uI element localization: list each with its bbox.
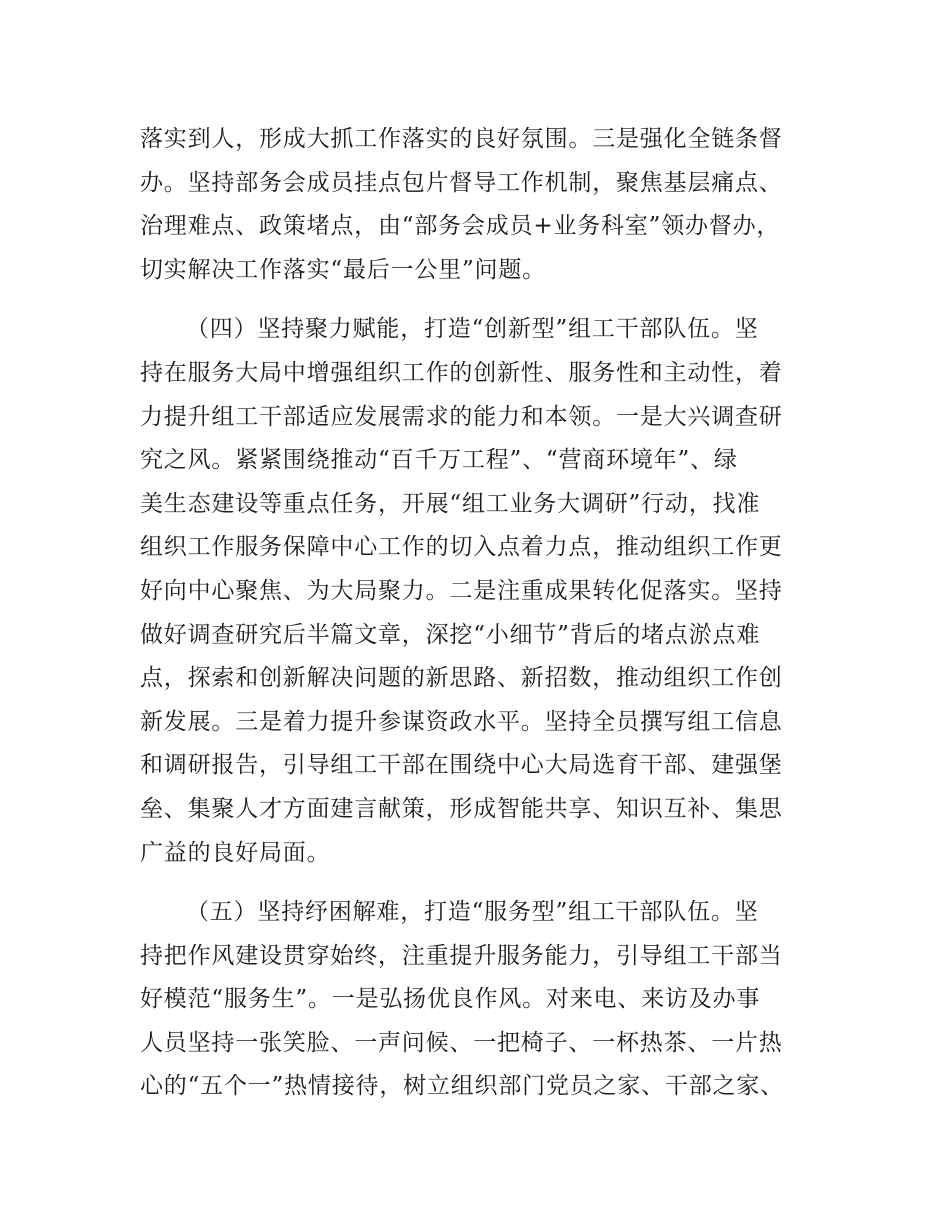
text-line: 垒、集聚人才方面建言献策，形成智能共享、知识互补、集思 [140,795,783,822]
text-line: 和调研报告，引导组工干部在围绕中心大局选育干部、建强堡 [140,752,783,779]
text-line: 组织工作服务保障中心工作的切入点着力点，推动组织工作更 [140,534,783,561]
text-line: 好向中心聚焦、为大局聚力。二是注重成果转化促落实。坚持 [140,577,783,604]
text-line: 落实到人，形成大抓工作落实的良好氛围。三是强化全链条督 [140,126,783,152]
document-body [140,118,840,1109]
text-line: 究之风。紧紧围绕推动“百千万工程”、“营商环境年”、绿 [140,447,738,474]
text-line: 切实解决工作落实“最后一公里”问题。 [140,256,546,283]
text-line: 心的“五个一”热情接待，树立组织部门党员之家、干部之家、 [140,1073,784,1100]
text-line: 点，探索和创新解决问题的新思路、新招数，推动组织工作创 [140,665,783,692]
text-line: 力提升组工干部适应发展需求的能力和本领。一是大兴调查研 [140,403,783,430]
paragraph-continuation [140,118,840,292]
text-line: 好模范“服务生”。一是弘扬优良作风。对来电、来访及办事 [140,986,761,1013]
text-line-first: （五）坚持纾困解难，打造“服务型”组工干部队伍。坚 [186,899,759,926]
text-line: 美生态建设等重点任务，开展“组工业务大调研”行动，找准 [140,490,761,517]
text-line: 做好调查研究后半篇文章，深挖“小细节”背后的堵点淤点难 [140,621,761,648]
text-line-first: （四）坚持聚力赋能，打造“创新型”组工干部队伍。坚 [186,316,759,343]
text-line: 办。坚持部务会成员挂点包片督导工作机制，聚焦基层痛点、 [140,169,783,196]
text-line: 广益的良好局面。 [140,839,331,866]
text-line: 治理难点、政策堵点，由“部务会成员+业务科室”领办督办， [140,213,781,240]
text-line: 人员坚持一张笑脸、一声问候、一把椅子、一杯热茶、一片热 [140,1029,783,1056]
paragraph-section-5 [140,891,840,1109]
text-line: 持把作风建设贯穿始终，注重提升服务能力，引导组工干部当 [140,942,783,969]
paragraph-section-4 [140,308,840,875]
text-line: 持在服务大局中增强组织工作的创新性、服务性和主动性，着 [140,359,783,386]
text-line: 新发展。三是着力提升参谋资政水平。坚持全员撰写组工信息 [140,708,783,735]
